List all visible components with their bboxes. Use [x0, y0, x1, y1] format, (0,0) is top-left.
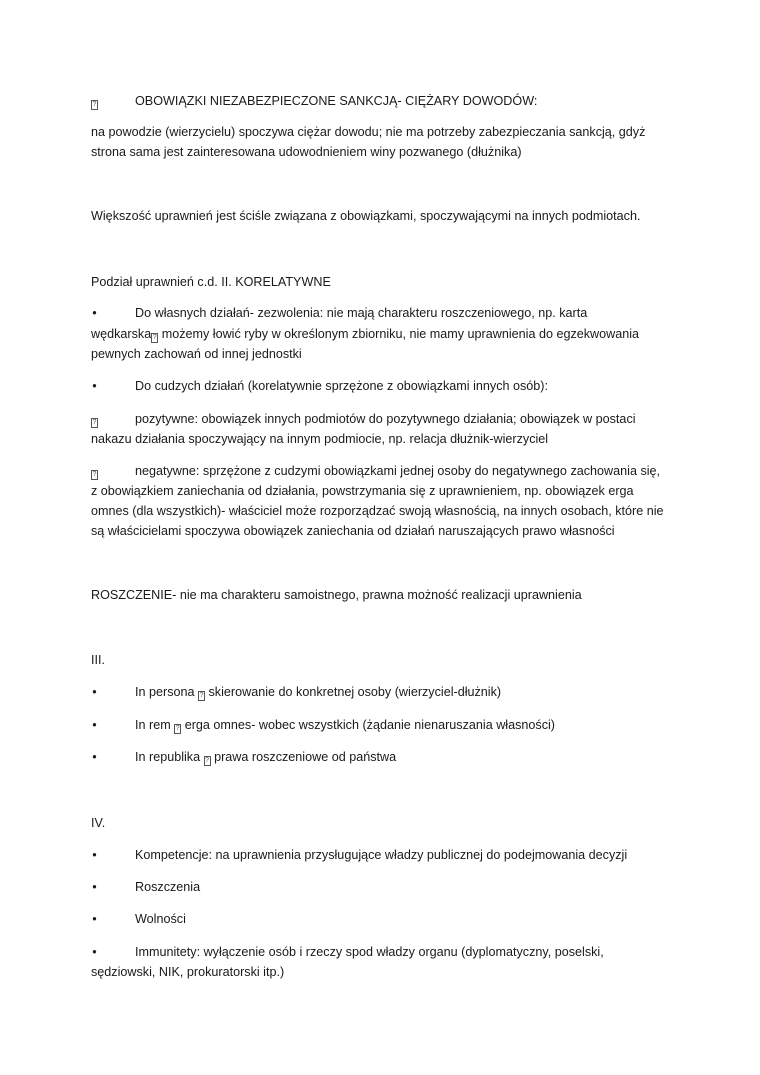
bullet-mark: •	[92, 379, 97, 393]
bullet-mark: •	[92, 848, 97, 862]
list-item-line: Do własnych działań- zezwolenia: nie mają charakteru roszczeniowego, np. karta	[135, 306, 588, 320]
list-item-line: wędkarska ? możemy łowić ryby w określonym zbiorniku, nie mamy uprawnienia do egzekwowania	[91, 327, 640, 341]
heading: OBOWIĄZKI NIEZABEZPIECZONE SANKCJĄ- CIĘŻARY DOWODÓW:	[135, 94, 538, 108]
missing-glyph-icon: ?	[92, 419, 97, 426]
list-item-line: Roszczenia	[135, 880, 201, 894]
sub-item-line: negatywne: sprzężone z cudzymi obowiązkami jednej osoby do negatywnego zachowania się,	[135, 464, 661, 478]
section-title: III.	[91, 653, 105, 667]
list-item-line: pewnych zachowań od innej jednostki	[91, 347, 302, 361]
bullet-mark: •	[92, 750, 97, 764]
list-item-line: Kompetencje: na uprawnienia przysługujące władzy publicznej do podejmowania decyzji	[135, 848, 628, 862]
missing-glyph-icon: ?	[92, 101, 97, 108]
paragraph-line: strona sama jest zainteresowana udowodnieniem winy pozwanego (dłużnika)	[91, 145, 522, 159]
sub-item-glyph	[91, 409, 98, 430]
bullet-mark: •	[92, 912, 97, 926]
bullet-mark: •	[92, 880, 97, 894]
sub-item-line: nakazu działania spoczywający na innym podmiocie, np. relacja dłużnik-wierzyciel	[91, 432, 549, 446]
list-item-line: In rem ? erga omnes- wobec wszystkich (żądanie nienaruszania własności)	[135, 718, 555, 732]
paragraph-line: na powodzie (wierzycielu) spoczywa ciężar dowodu; nie ma potrzeby zabezpieczania sankcją, gdyż	[91, 125, 646, 139]
paragraph-line: ROSZCZENIE- nie ma charakteru samoistnego, prawna możność realizacji uprawnienia	[91, 588, 582, 602]
bullet-mark: •	[92, 718, 97, 732]
section-title: IV.	[91, 816, 106, 830]
sub-item-line: pozytywne: obowiązek innych podmiotów do pozytywnego działania; obowiązek w postaci	[135, 412, 636, 426]
missing-glyph-icon: ?	[152, 334, 157, 341]
sub-item-line: omnes (dla wszystkich)- właściciel może rozporządzać swoją własnością, na innych osobach, które nie	[91, 504, 664, 518]
missing-glyph-icon: ?	[92, 471, 97, 478]
list-item-line: In persona ? skierowanie do konkretnej osoby (wierzyciel-dłużnik)	[135, 685, 502, 699]
list-item-line: sędziowski, NIK, prokuratorski itp.)	[91, 965, 285, 979]
section-title: Podział uprawnień c.d. II. KORELATYWNE	[91, 275, 331, 289]
list-item-line: Wolności	[135, 912, 186, 926]
missing-glyph-icon: ?	[199, 692, 204, 699]
bullet-mark: •	[92, 685, 97, 699]
list-item-line: Immunitety: wyłączenie osób i rzeczy spod władzy organu (dyplomatyczny, poselski,	[135, 945, 604, 959]
missing-glyph-icon: ?	[175, 725, 180, 732]
list-item-line: Do cudzych działań (korelatywnie sprzężone z obowiązkami innych osób):	[135, 379, 548, 393]
sub-item-line: są właścicielami spoczywa obowiązek zaniechania od działań naruszających prawo własności	[91, 524, 615, 538]
bullet-mark: •	[92, 945, 97, 959]
missing-glyph-icon: ?	[205, 757, 210, 764]
sub-item-glyph	[91, 461, 98, 482]
heading-glyph-row	[91, 91, 98, 112]
sub-item-line: z obowiązkiem zaniechania od działania, powstrzymania się z uprawnieniem, np. obowiązek erga	[91, 484, 634, 498]
list-item-line: In republika ? prawa roszczeniowe od państwa	[135, 750, 397, 764]
paragraph-line: Większość uprawnień jest ściśle związana z obowiązkami, spoczywającymi na innych podmiotach.	[91, 209, 641, 223]
bullet-mark: •	[92, 306, 97, 320]
